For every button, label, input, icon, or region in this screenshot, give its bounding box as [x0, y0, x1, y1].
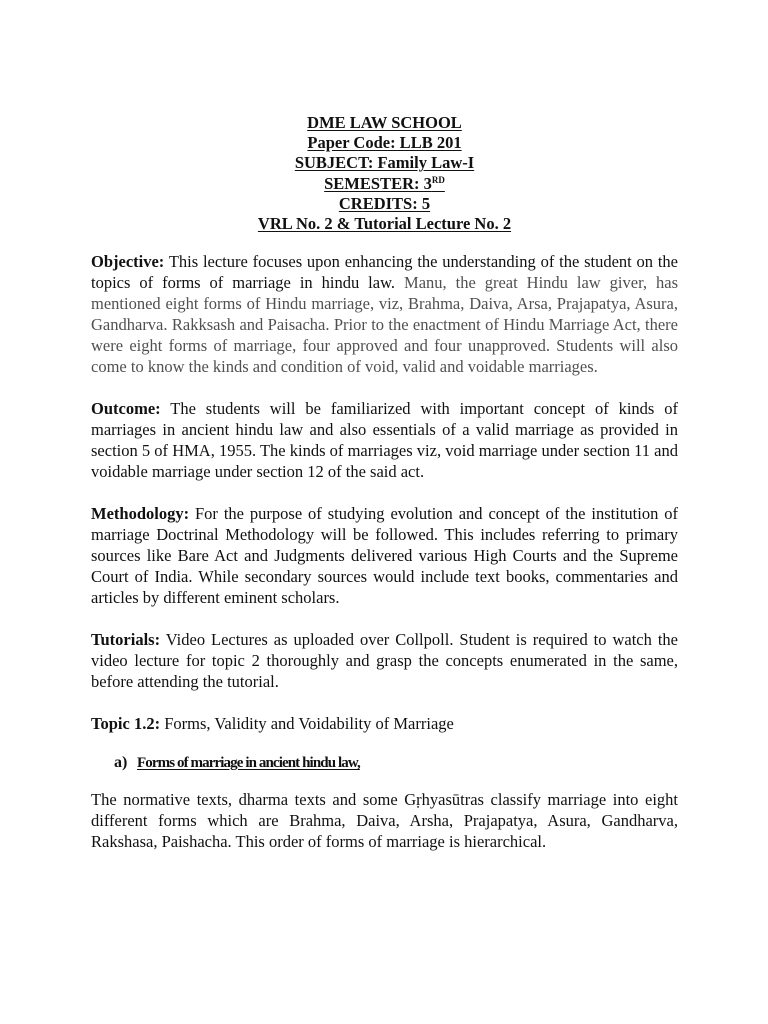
tutorials-label: Tutorials:: [91, 630, 161, 650]
lecture-number: VRL No. 2 & Tutorial Lecture No. 2: [257, 214, 512, 234]
paper-code: Paper Code: LLB 201: [307, 133, 462, 153]
methodology-paragraph: [91, 503, 678, 608]
outcome-text: The students will be familiarized with important concept of kinds of marriages in ancient hindu law and also essentials of a valid marriage as provided in section 5 of HMA, 1955. The kinds of marriages viz, void marriage under section 11 and voidable marriage under section 12 of the said act.: [91, 399, 678, 482]
topic-text: Forms, Validity and Voidability of Marriage: [160, 714, 454, 734]
topic-heading: [91, 713, 678, 734]
semester-superscript: RD: [431, 174, 445, 185]
methodology-text: For the purpose of studying evolution and concept of the institution of marriage Doctrinal Methodology will be followed. This includes referring to primary sources like Bare Act and Judgments delivered various High Courts and the Supreme Court of India. While secondary sources would include text books, commentaries and articles by different eminent scholars.: [91, 504, 678, 608]
semester-text: SEMESTER: 3: [324, 173, 432, 193]
normative-paragraph: The normative texts, dharma texts and some Gṛhyasūtras classify marriage into eight different forms which are Brahma, Daiva, Arsha, Prajapatya, Asura, Gandharva, Rakshasa, Paishacha. This order of forms of marriage is hierarchical.: [91, 790, 678, 852]
outcome-label: Outcome:: [91, 399, 161, 419]
objective-text: This lecture focuses upon enhancing the understanding of the student on the topics of forms of marriage in hindu law.: [91, 252, 678, 293]
objective-text-grey: Manu, the great Hindu law giver, has mentioned eight forms of Hindu marriage, viz, Brahma, Daiva, Arsa, Prajapatya, Asura, Gandharva. Rakksash and Paisacha. Prior to the enactment of Hindu Marriage Act, there were eight forms of marriage, four approved and four unapproved. Students will also come to know the kinds and condition of void, valid and voidable marriages.: [91, 273, 678, 377]
tutorials-paragraph: [91, 629, 678, 692]
subheading-forms-of-marriage: [114, 753, 678, 773]
subject: SUBJECT: Family Law-I: [294, 153, 475, 173]
credits: CREDITS: 5: [338, 193, 431, 213]
school-name: DME LAW SCHOOL: [307, 113, 462, 132]
semester: [91, 174, 678, 194]
document-page: [91, 113, 678, 852]
outcome-paragraph: [91, 398, 678, 482]
objective-label: Objective:: [91, 252, 165, 272]
subheading-marker: a): [114, 754, 128, 772]
subheading-text: Forms of marriage in ancient hindu law,: [137, 755, 360, 772]
objective-paragraph: [91, 251, 678, 377]
methodology-label: Methodology:: [91, 504, 190, 524]
topic-label: Topic 1.2:: [91, 714, 161, 734]
tutorials-text: Video Lectures as uploaded over Collpoll. Student is required to watch the video lecture for topic 2 thoroughly and grasp the concepts enumerated in the same, before attending the tutorial.: [91, 630, 678, 692]
document-header: [91, 113, 678, 234]
